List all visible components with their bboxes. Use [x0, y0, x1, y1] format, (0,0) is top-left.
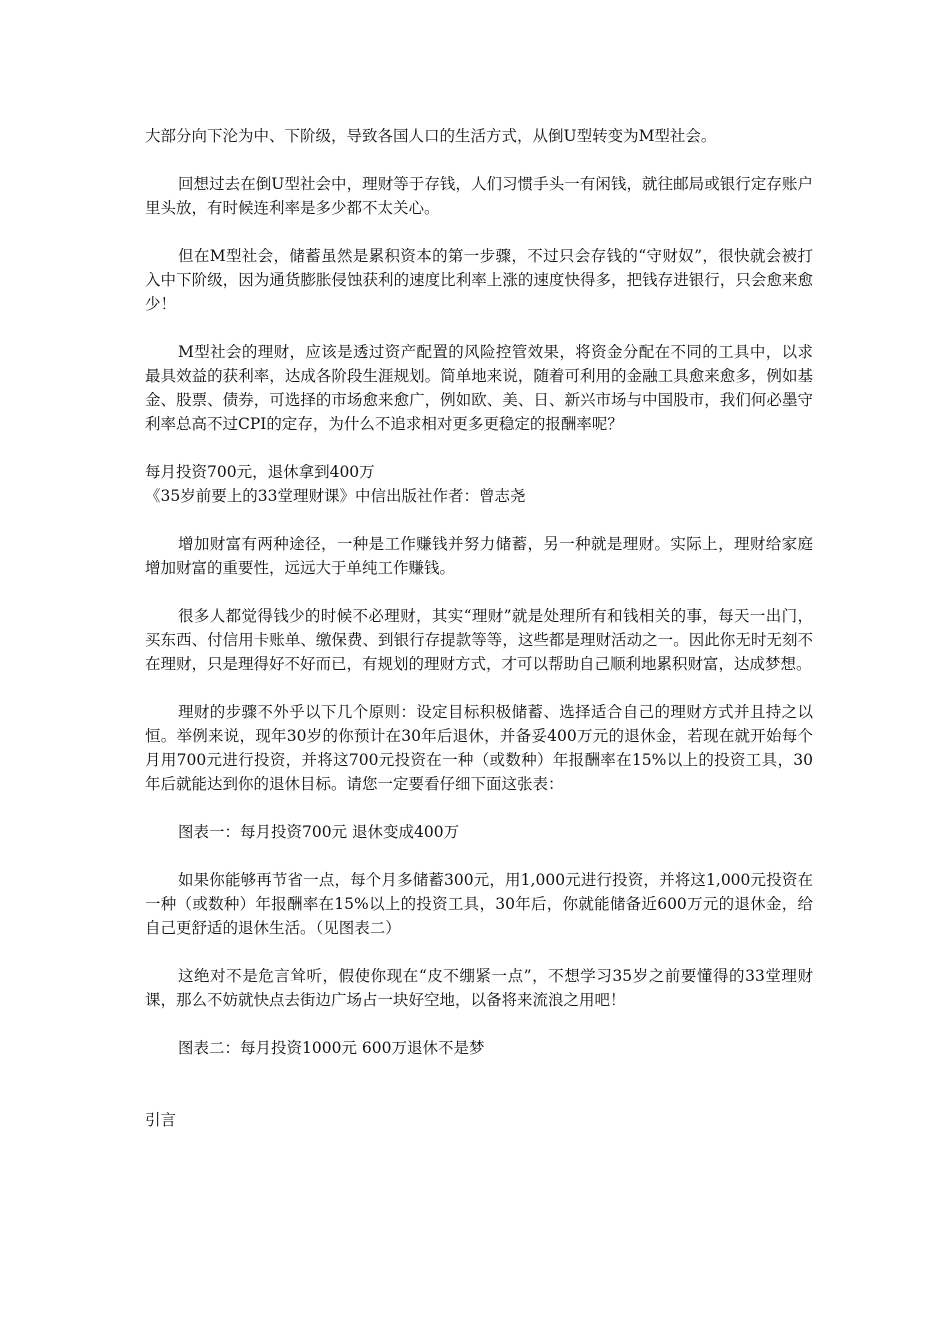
paragraph-1: 大部分向下沦为中、下阶级，导致各国人口的生活方式，从倒U型转变为M型社会。	[145, 127, 717, 145]
paragraph-4: M型社会的理财，应该是透过资产配置的风险控管效果，将资金分配在不同的工具中，以求最具效益的获利率，达成各阶段生涯规划。简单地来说，随着可利用的金融工具愈来愈多，例如基金、股票、债券，可选择的市场愈来愈广，例如欧、美、日、新兴市场与中国股市，我们何必墨守利率总高不过CPI的定存，为什么不追求相对更多更稳定的报酬率呢？	[145, 343, 813, 433]
paragraph-3: 但在M型社会，储蓄虽然是累积资本的第一步骤，不过只会存钱的“守财奴”，很快就会被打入中下阶级，因为通货膨胀侵蚀获利的速度比利率上涨的速度快得多，把钱存进银行，只会愈来愈少！	[145, 247, 813, 313]
paragraph-9: 这绝对不是危言耸听，假使你现在“皮不绷紧一点”，不想学习35岁之前要懂得的33堂理财课，那么不妨就快点去街边广场占一块好空地，以备将来流浪之用吧！	[145, 967, 813, 1009]
paragraph-7: 理财的步骤不外乎以下几个原则：设定目标积极储蓄、选择适合自己的理财方式并且持之以恒。举例来说，现年30岁的你预计在30年后退休，并备妥400万元的退休金，若现在就开始每个月用700元进行投资，并将这700元投资在一种（或数种）年报酬率在15%以上的投资工具，30年后就能达到你的退休目标。请您一定要看仔细下面这张表：	[145, 703, 813, 793]
source-line: 《35岁前要上的33堂理财课》中信出版社作者：曾志尧	[145, 487, 526, 505]
figure-caption-1: 图表一：每月投资700元 退休变成400万	[178, 823, 460, 841]
figure-caption-2: 图表二：每月投资1000元 600万退休不是梦	[178, 1039, 485, 1057]
paragraph-2: 回想过去在倒U型社会中，理财等于存钱，人们习惯手头一有闲钱，就往邮局或银行定存账户里头放，有时候连利率是多少都不太关心。	[145, 175, 813, 217]
section-heading-intro: 引言	[145, 1111, 177, 1129]
paragraph-5: 增加财富有两种途径，一种是工作赚钱并努力储蓄，另一种就是理财。实际上，理财给家庭增加财富的重要性，远远大于单纯工作赚钱。	[145, 535, 813, 577]
section-heading: 每月投资700元，退休拿到400万	[145, 463, 375, 481]
paragraph-8: 如果你能够再节省一点，每个月多储蓄300元，用1,000元进行投资，并将这1,000元投资在一种（或数种）年报酬率在15%以上的投资工具，30年后，你就能储备近600万元的退休金，给自己更舒适的退休生活。（见图表二）	[145, 871, 813, 937]
document-page	[145, 124, 813, 1132]
paragraph-6: 很多人都觉得钱少的时候不必理财，其实“理财”就是处理所有和钱相关的事，每天一出门，买东西、付信用卡账单、缴保费、到银行存提款等等，这些都是理财活动之一。因此你无时无刻不在理财，只是理得好不好而已，有规划的理财方式，才可以帮助自己顺利地累积财富，达成梦想。	[145, 607, 813, 673]
